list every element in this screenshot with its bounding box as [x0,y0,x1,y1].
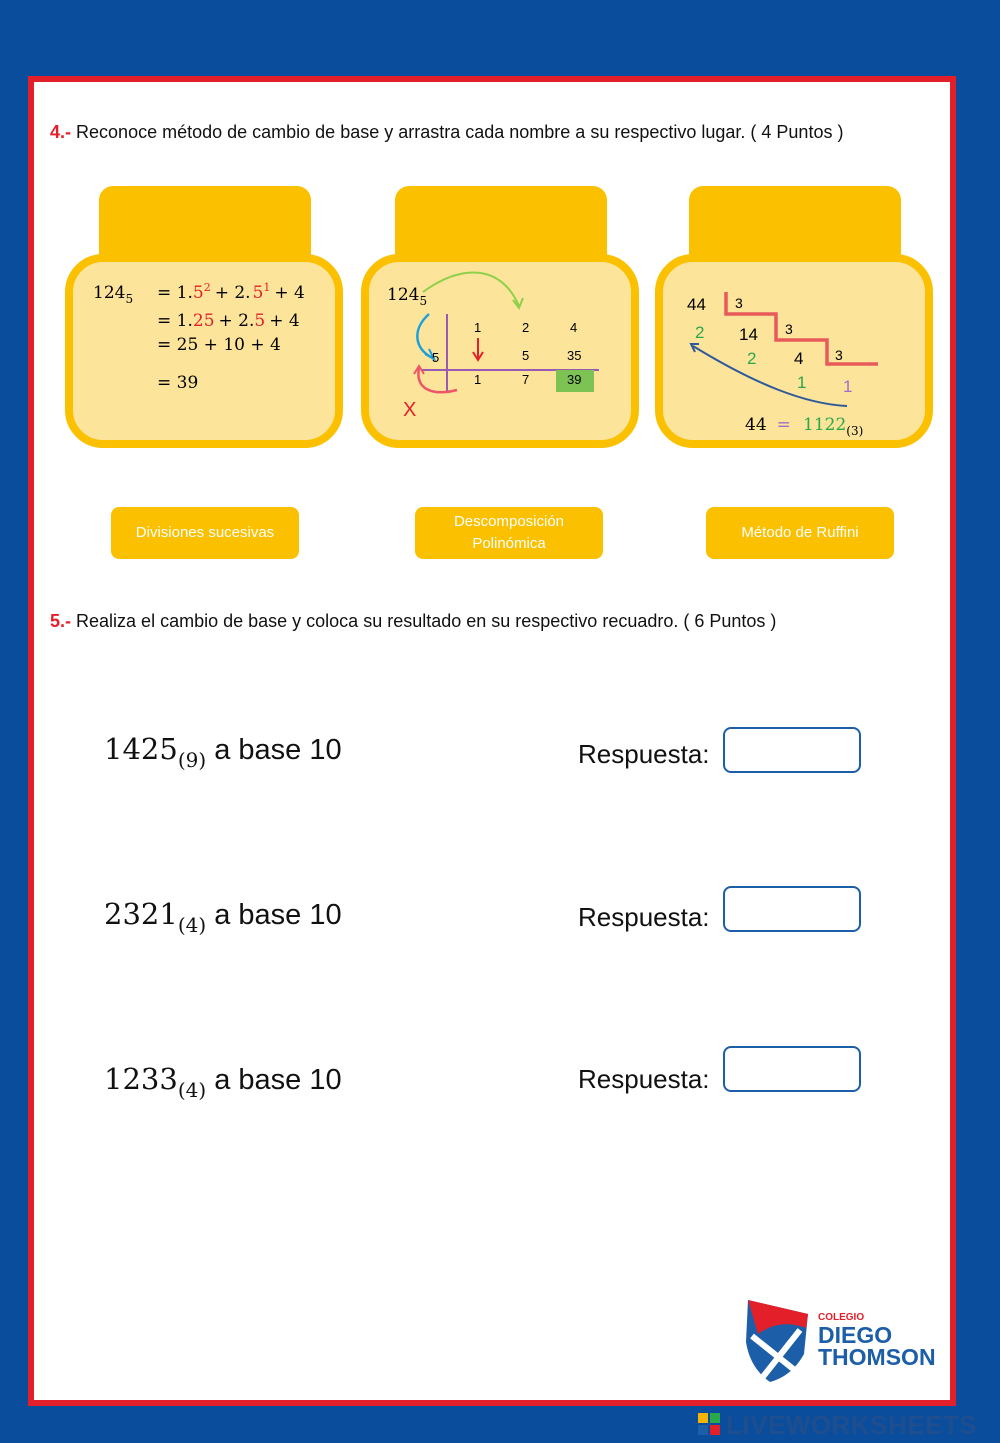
logo-name: DIEGO THOMSON [818,1322,936,1370]
question-4-number: 4.- [50,122,72,142]
card-2-content [361,254,639,448]
c2-r1-c2: 2 [522,320,530,335]
drop-zone-2[interactable] [395,186,607,264]
c3-divisor-1: 3 [735,295,743,311]
card-3-content [655,254,933,448]
c2-green-arrow [423,272,519,306]
question-4-text: Reconoce método de cambio de base y arrastra cada nombre a su respectivo lugar. ( 4 Puntos ) [76,122,844,142]
question-5-text: Realiza el cambio de base y coloca su resultado en su respectivo recuadro. ( 6 Puntos ) [76,611,777,631]
c2-base-number: $124_5$ [387,285,428,308]
c2-r2-c2: 5 [522,348,530,363]
liveworksheets-logo-icon [698,1413,720,1435]
c2-r3-c1: 1 [474,372,482,387]
exercise-3-label: Respuesta: [578,1064,710,1094]
c2-red-curve [418,368,457,392]
c1-base-number: $124_5$ [93,283,134,306]
question-5 [50,611,776,632]
c1-line3: = 25 + 10 + 4 [157,335,281,355]
exercise-1-label: Respuesta: [578,739,710,769]
c2-r3-c2: 7 [522,372,530,387]
c1-line4: = 39 [157,373,199,393]
worksheet-page [28,76,956,1406]
c3-step-3: 4 [794,349,804,368]
c3-step-2: 14 [739,325,758,344]
label-descomposicion-polinomica[interactable]: Descomposición Polinómica [415,507,603,559]
school-logo [744,1294,944,1384]
drop-zone-3[interactable] [689,186,901,264]
c3-remainder-2: 2 [747,349,757,368]
c3-divisor-2: 3 [785,321,793,337]
question-5-number: 5.- [50,611,72,631]
exercise-2-answer-box[interactable] [723,886,861,932]
question-4 [50,122,843,143]
c1-line1: = $1.5^2 + 2$. $5^1 + 4$ [157,281,305,303]
c3-read-arrow [693,346,847,406]
exercise-2-label: Respuesta: [578,902,710,932]
c3-result-value: $1122_{(3)}$ [803,415,864,438]
c3-remainder-1: 2 [695,323,705,342]
liveworksheets-watermark: LIVEWORKSHEETS [726,1410,978,1440]
method-card-2 [361,186,639,448]
label-metodo-ruffini[interactable]: Método de Ruffini [706,507,894,559]
drop-zone-1[interactable] [99,186,311,264]
c3-step-1: 44 [687,295,706,314]
label-divisiones-sucesivas[interactable]: Divisiones sucesivas [111,507,299,559]
method-card-1 [65,186,343,448]
c3-result: 44 = [745,415,791,435]
c1-line2: = 1.25 + 2.5 + 4 [157,311,300,331]
exercise-1-answer-box[interactable] [723,727,861,773]
c2-r2-c3: 35 [567,348,582,363]
c3-remainder-3: 1 [797,373,807,392]
logo-shield-icon [744,1294,814,1384]
c2-r1-c1: 1 [474,320,482,335]
method-card-3 [655,186,933,448]
exercise-2: $2321_{(4)}$ a base 10 [104,897,342,937]
exercise-3-answer-box[interactable] [723,1046,861,1092]
c2-divisor: 5 [432,350,440,365]
c2-r3-c3: 39 [567,372,582,387]
c3-last-quotient: 1 [843,377,853,396]
logo-small-text: COLEGIO [818,1312,865,1323]
c3-divisor-3: 3 [835,347,843,363]
exercise-1: $1425_{(9)}$ a base 10 [104,732,342,772]
c2-mult-symbol: X [403,399,417,421]
c2-r1-c3: 4 [570,320,578,335]
card-1-content [65,254,343,448]
exercise-3: $1233_{(4)}$ a base 10 [104,1062,342,1102]
